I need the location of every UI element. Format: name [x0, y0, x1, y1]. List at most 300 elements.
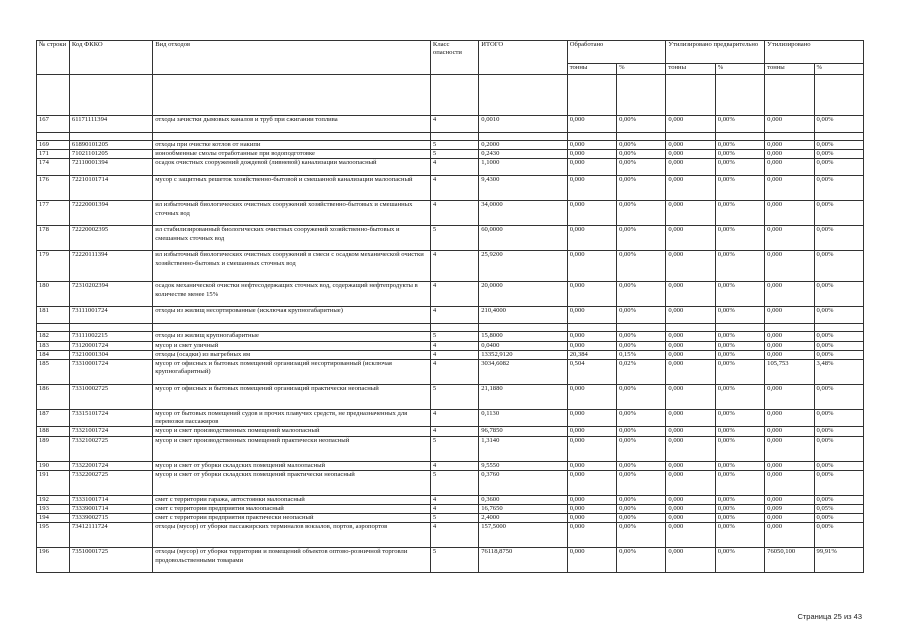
processed-percent-cell: 0,00%	[617, 141, 666, 150]
utilized-pre-tonnes-cell: 0,000	[666, 332, 715, 341]
processed-percent-cell: 0,00%	[617, 385, 666, 410]
fkko-code-cell: 73315101724	[69, 410, 152, 427]
utilized-tonnes-cell: 0,000	[765, 226, 814, 251]
fkko-code-cell: 73339001714	[69, 505, 152, 514]
header-spacer-row	[37, 75, 864, 116]
utilized-pre-tonnes-cell: 0,000	[666, 523, 715, 548]
hazard-class-cell: 4	[430, 251, 478, 282]
utilized-pre-percent-cell: 0,00%	[715, 436, 764, 461]
table-row	[37, 360, 864, 385]
table-row	[37, 385, 864, 410]
utilized-pre-tonnes-cell: 0,000	[666, 427, 715, 436]
utilized-pre-percent-cell: 0,00%	[715, 360, 764, 385]
processed-percent-cell: 0,00%	[617, 116, 666, 133]
fkko-code-cell: 73510001725	[69, 548, 152, 573]
processed-tonnes-cell: 0,000	[567, 505, 616, 514]
subheader-tonnes: тонны	[765, 64, 814, 75]
waste-kind-cell: смет с территории предприятия практически неопасный	[153, 514, 431, 523]
processed-percent-cell: 0,00%	[617, 523, 666, 548]
row-number-cell: 187	[37, 410, 70, 427]
fkko-code-cell: 73310001724	[69, 360, 152, 385]
hazard-class-cell: 4	[430, 176, 478, 201]
total-cell: 157,5000	[479, 523, 567, 548]
utilized-pre-percent-cell: 0,00%	[715, 505, 764, 514]
total-cell: 210,4000	[479, 307, 567, 324]
utilized-percent-cell: 0,00%	[814, 226, 863, 251]
utilized-tonnes-cell: 0,009	[765, 505, 814, 514]
utilized-percent-cell: 99,91%	[814, 548, 863, 573]
row-number-cell: 195	[37, 523, 70, 548]
row-number-cell: 183	[37, 341, 70, 350]
utilized-tonnes-cell: 0,000	[765, 385, 814, 410]
utilized-pre-tonnes-cell: 0,000	[666, 461, 715, 470]
utilized-pre-percent-cell: 0,00%	[715, 307, 764, 324]
utilized-tonnes-cell: 0,000	[765, 461, 814, 470]
utilized-pre-percent-cell: 0,00%	[715, 461, 764, 470]
hazard-class-cell: 4	[430, 282, 478, 307]
row-number-cell: 185	[37, 360, 70, 385]
header-total: ИТОГО	[479, 41, 567, 75]
total-cell: 0,3600	[479, 495, 567, 504]
header-fkko-code: Код ФККО	[69, 41, 152, 75]
utilized-tonnes-cell: 0,000	[765, 251, 814, 282]
utilized-pre-percent-cell: 0,00%	[715, 176, 764, 201]
total-cell: 60,0000	[479, 226, 567, 251]
row-number-cell: 190	[37, 461, 70, 470]
processed-percent-cell: 0,00%	[617, 307, 666, 324]
row-number-cell: 171	[37, 150, 70, 159]
hazard-class-cell: 4	[430, 410, 478, 427]
utilized-pre-percent-cell: 0,00%	[715, 548, 764, 573]
total-cell: 0,1130	[479, 410, 567, 427]
utilized-percent-cell: 0,00%	[814, 282, 863, 307]
utilized-pre-tonnes-cell: 0,000	[666, 150, 715, 159]
row-number-cell: 169	[37, 141, 70, 150]
table-row	[37, 226, 864, 251]
waste-kind-cell: мусор от офисных и бытовых помещений организаций несортированный (исключая крупногабаритный)	[153, 360, 431, 385]
fkko-code-cell: 73111001724	[69, 307, 152, 324]
fkko-code-cell: 73310002725	[69, 385, 152, 410]
total-cell: 16,7650	[479, 505, 567, 514]
hazard-class-cell: 4	[430, 350, 478, 359]
total-cell: 1,1000	[479, 159, 567, 176]
header-processed: Обработано	[567, 41, 666, 64]
utilized-pre-tonnes-cell: 0,000	[666, 159, 715, 176]
utilized-tonnes-cell: 0,000	[765, 159, 814, 176]
fkko-code-cell: 61171111394	[69, 116, 152, 133]
utilized-pre-percent-cell: 0,00%	[715, 350, 764, 359]
row-number-cell: 167	[37, 116, 70, 133]
total-cell: 3034,6082	[479, 360, 567, 385]
row-number-cell: 189	[37, 436, 70, 461]
table-row	[37, 350, 864, 359]
hazard-class-cell: 5	[430, 332, 478, 341]
utilized-tonnes-cell: 105,753	[765, 360, 814, 385]
utilized-percent-cell: 0,00%	[814, 341, 863, 350]
processed-tonnes-cell: 0,000	[567, 282, 616, 307]
processed-tonnes-cell: 20,384	[567, 350, 616, 359]
row-number-cell: 174	[37, 159, 70, 176]
row-number-cell: 177	[37, 201, 70, 226]
utilized-pre-tonnes-cell: 0,000	[666, 307, 715, 324]
utilized-percent-cell: 0,00%	[814, 427, 863, 436]
utilized-pre-tonnes-cell: 0,000	[666, 495, 715, 504]
fkko-code-cell: 73412111724	[69, 523, 152, 548]
processed-percent-cell: 0,00%	[617, 436, 666, 461]
table-row	[37, 159, 864, 176]
processed-tonnes-cell: 0,000	[567, 385, 616, 410]
processed-tonnes-cell: 0,000	[567, 226, 616, 251]
subheader-percent: %	[715, 64, 764, 75]
header-waste-kind: Вид отходов	[153, 41, 431, 75]
fkko-code-cell: 73321001724	[69, 427, 152, 436]
utilized-pre-percent-cell: 0,00%	[715, 201, 764, 226]
processed-percent-cell: 0,00%	[617, 201, 666, 226]
utilized-pre-tonnes-cell: 0,000	[666, 116, 715, 133]
utilized-pre-tonnes-cell: 0,000	[666, 201, 715, 226]
utilized-percent-cell: 3,48%	[814, 360, 863, 385]
processed-tonnes-cell: 0,000	[567, 514, 616, 523]
hazard-class-cell: 5	[430, 385, 478, 410]
processed-percent-cell: 0,00%	[617, 514, 666, 523]
utilized-percent-cell: 0,00%	[814, 251, 863, 282]
row-number-cell: 178	[37, 226, 70, 251]
utilized-pre-percent-cell: 0,00%	[715, 141, 764, 150]
utilized-percent-cell: 0,00%	[814, 470, 863, 495]
processed-tonnes-cell: 0,000	[567, 150, 616, 159]
utilized-pre-percent-cell: 0,00%	[715, 150, 764, 159]
utilized-tonnes-cell: 0,000	[765, 514, 814, 523]
table-row	[37, 427, 864, 436]
header-utilized-pre: Утилизировано предварительно	[666, 41, 765, 64]
total-cell: 34,0000	[479, 201, 567, 226]
waste-table	[36, 40, 864, 573]
table-body	[37, 116, 864, 573]
utilized-pre-tonnes-cell: 0,000	[666, 141, 715, 150]
utilized-percent-cell: 0,00%	[814, 461, 863, 470]
utilized-percent-cell: 0,00%	[814, 141, 863, 150]
total-cell: 13352,9120	[479, 350, 567, 359]
row-number-cell: 186	[37, 385, 70, 410]
processed-tonnes-cell: 0,000	[567, 307, 616, 324]
total-cell: 2,4000	[479, 514, 567, 523]
utilized-tonnes-cell: 0,000	[765, 307, 814, 324]
processed-percent-cell: 0,00%	[617, 251, 666, 282]
utilized-pre-tonnes-cell: 0,000	[666, 251, 715, 282]
total-cell: 9,4300	[479, 176, 567, 201]
utilized-tonnes-cell: 76050,100	[765, 548, 814, 573]
total-cell: 96,7850	[479, 427, 567, 436]
hazard-class-cell: 5	[430, 548, 478, 573]
utilized-percent-cell: 0,00%	[814, 495, 863, 504]
waste-kind-cell: мусор и смет уличный	[153, 341, 431, 350]
utilized-pre-tonnes-cell: 0,000	[666, 410, 715, 427]
subheader-tonnes: тонны	[567, 64, 616, 75]
waste-kind-cell: мусор от офисных и бытовых помещений организаций практически неопасный	[153, 385, 431, 410]
blank-row	[37, 324, 864, 332]
fkko-code-cell: 73111002215	[69, 332, 152, 341]
utilized-percent-cell: 0,00%	[814, 436, 863, 461]
subheader-percent: %	[814, 64, 863, 75]
fkko-code-cell: 72210101714	[69, 176, 152, 201]
table-row	[37, 523, 864, 548]
utilized-pre-tonnes-cell: 0,000	[666, 176, 715, 201]
hazard-class-cell: 4	[430, 116, 478, 133]
utilized-tonnes-cell: 0,000	[765, 436, 814, 461]
processed-tonnes-cell: 0,000	[567, 159, 616, 176]
hazard-class-cell: 5	[430, 514, 478, 523]
waste-kind-cell: мусор и смет производственных помещений практически неопасный	[153, 436, 431, 461]
processed-percent-cell: 0,00%	[617, 226, 666, 251]
utilized-pre-tonnes-cell: 0,000	[666, 350, 715, 359]
processed-tonnes-cell: 0,000	[567, 436, 616, 461]
header-hazard-class: Класс опасности	[430, 41, 478, 75]
utilized-pre-tonnes-cell: 0,000	[666, 282, 715, 307]
header-row-number: № строки	[37, 41, 70, 75]
fkko-code-cell: 73120001724	[69, 341, 152, 350]
subheader-percent: %	[617, 64, 666, 75]
processed-tonnes-cell: 0,000	[567, 201, 616, 226]
utilized-pre-percent-cell: 0,00%	[715, 332, 764, 341]
waste-kind-cell: осадок механической очистки нефтесодержащих сточных вод, содержащий нефтепродукты в количестве менее 15%	[153, 282, 431, 307]
hazard-class-cell: 5	[430, 150, 478, 159]
utilized-percent-cell: 0,00%	[814, 410, 863, 427]
processed-tonnes-cell: 0,000	[567, 470, 616, 495]
total-cell: 20,0000	[479, 282, 567, 307]
processed-tonnes-cell: 0,000	[567, 548, 616, 573]
waste-kind-cell: отходы (осадки) из выгребных ям	[153, 350, 431, 359]
processed-percent-cell: 0,00%	[617, 470, 666, 495]
processed-percent-cell: 0,00%	[617, 341, 666, 350]
processed-percent-cell: 0,02%	[617, 360, 666, 385]
table-row	[37, 201, 864, 226]
waste-kind-cell: ил избыточный биологических очистных сооружений хозяйственно-бытовых и смешанных сточных вод	[153, 201, 431, 226]
processed-tonnes-cell: 0,000	[567, 116, 616, 133]
waste-kind-cell: отходы из жилищ крупногабаритные	[153, 332, 431, 341]
processed-percent-cell: 0,00%	[617, 495, 666, 504]
processed-tonnes-cell: 0,000	[567, 410, 616, 427]
utilized-tonnes-cell: 0,000	[765, 410, 814, 427]
table-row	[37, 282, 864, 307]
utilized-pre-percent-cell: 0,00%	[715, 282, 764, 307]
total-cell: 0,2000	[479, 141, 567, 150]
processed-tonnes-cell: 0,504	[567, 360, 616, 385]
waste-kind-cell: осадок очистных сооружений дождевой (ливневой) канализации малоопасный	[153, 159, 431, 176]
utilized-tonnes-cell: 0,000	[765, 141, 814, 150]
hazard-class-cell: 4	[430, 159, 478, 176]
table-row	[37, 141, 864, 150]
waste-kind-cell: мусор от бытовых помещений судов и прочих плавучих средств, не предназначенных для перевозки пассажиров	[153, 410, 431, 427]
utilized-pre-percent-cell: 0,00%	[715, 385, 764, 410]
hazard-class-cell: 5	[430, 226, 478, 251]
hazard-class-cell: 4	[430, 523, 478, 548]
utilized-pre-percent-cell: 0,00%	[715, 523, 764, 548]
row-number-cell: 184	[37, 350, 70, 359]
utilized-percent-cell: 0,00%	[814, 523, 863, 548]
utilized-pre-percent-cell: 0,00%	[715, 495, 764, 504]
table-row	[37, 505, 864, 514]
utilized-pre-tonnes-cell: 0,000	[666, 360, 715, 385]
table-row	[37, 436, 864, 461]
processed-percent-cell: 0,00%	[617, 282, 666, 307]
row-number-cell: 176	[37, 176, 70, 201]
waste-kind-cell: смет с территории предприятия малоопасный	[153, 505, 431, 514]
total-cell: 25,9200	[479, 251, 567, 282]
processed-tonnes-cell: 0,000	[567, 332, 616, 341]
table-row	[37, 251, 864, 282]
waste-kind-cell: отходы при очистке котлов от накипи	[153, 141, 431, 150]
processed-tonnes-cell: 0,000	[567, 251, 616, 282]
table-row	[37, 332, 864, 341]
page-number: Страница 25 из 43	[797, 612, 862, 621]
waste-kind-cell: мусор и смет от уборки складских помещений практически неопасный	[153, 470, 431, 495]
row-number-cell: 191	[37, 470, 70, 495]
utilized-percent-cell: 0,00%	[814, 150, 863, 159]
processed-tonnes-cell: 0,000	[567, 495, 616, 504]
table-row	[37, 176, 864, 201]
hazard-class-cell: 5	[430, 141, 478, 150]
utilized-pre-tonnes-cell: 0,000	[666, 514, 715, 523]
hazard-class-cell: 4	[430, 427, 478, 436]
utilized-pre-percent-cell: 0,00%	[715, 410, 764, 427]
utilized-tonnes-cell: 0,000	[765, 427, 814, 436]
total-cell: 0,3760	[479, 470, 567, 495]
utilized-tonnes-cell: 0,000	[765, 201, 814, 226]
utilized-pre-percent-cell: 0,00%	[715, 427, 764, 436]
utilized-pre-tonnes-cell: 0,000	[666, 548, 715, 573]
table-row	[37, 150, 864, 159]
utilized-tonnes-cell: 0,000	[765, 176, 814, 201]
processed-percent-cell: 0,00%	[617, 150, 666, 159]
fkko-code-cell: 61890101205	[69, 141, 152, 150]
processed-percent-cell: 0,15%	[617, 350, 666, 359]
utilized-percent-cell: 0,00%	[814, 307, 863, 324]
utilized-pre-percent-cell: 0,00%	[715, 341, 764, 350]
waste-kind-cell: ил избыточный биологических очистных сооружений в смеси с осадком механической очистки хозяйственно-бытовых и смешанных сточных вод	[153, 251, 431, 282]
fkko-code-cell: 73322002725	[69, 470, 152, 495]
utilized-percent-cell: 0,00%	[814, 116, 863, 133]
utilized-pre-tonnes-cell: 0,000	[666, 385, 715, 410]
processed-tonnes-cell: 0,000	[567, 176, 616, 201]
utilized-pre-percent-cell: 0,00%	[715, 116, 764, 133]
utilized-tonnes-cell: 0,000	[765, 116, 814, 133]
utilized-percent-cell: 0,00%	[814, 385, 863, 410]
processed-tonnes-cell: 0,000	[567, 341, 616, 350]
row-number-cell: 188	[37, 427, 70, 436]
fkko-code-cell: 73321002725	[69, 436, 152, 461]
hazard-class-cell: 5	[430, 470, 478, 495]
hazard-class-cell: 4	[430, 461, 478, 470]
hazard-class-cell: 4	[430, 495, 478, 504]
utilized-pre-tonnes-cell: 0,000	[666, 470, 715, 495]
waste-kind-cell: мусор и смет от уборки складских помещений малоопасный	[153, 461, 431, 470]
processed-percent-cell: 0,00%	[617, 159, 666, 176]
utilized-tonnes-cell: 0,000	[765, 495, 814, 504]
total-cell: 0,0010	[479, 116, 567, 133]
hazard-class-cell: 4	[430, 341, 478, 350]
utilized-pre-tonnes-cell: 0,000	[666, 341, 715, 350]
table-row	[37, 341, 864, 350]
waste-kind-cell: отходы (мусор) от уборки территории и помещений объектов оптово-розничной торговли продовольственными товарами	[153, 548, 431, 573]
row-number-cell: 196	[37, 548, 70, 573]
subheader-tonnes: тонны	[666, 64, 715, 75]
utilized-percent-cell: 0,00%	[814, 201, 863, 226]
row-number-cell: 192	[37, 495, 70, 504]
utilized-tonnes-cell: 0,000	[765, 332, 814, 341]
fkko-code-cell: 72220001394	[69, 201, 152, 226]
fkko-code-cell: 72110001394	[69, 159, 152, 176]
total-cell: 21,1880	[479, 385, 567, 410]
fkko-code-cell: 72220111394	[69, 251, 152, 282]
utilized-pre-percent-cell: 0,00%	[715, 514, 764, 523]
table-row	[37, 495, 864, 504]
processed-tonnes-cell: 0,000	[567, 427, 616, 436]
utilized-tonnes-cell: 0,000	[765, 341, 814, 350]
waste-kind-cell: отходы зачистки дымовых каналов и труб при сжигании топлива	[153, 116, 431, 133]
utilized-percent-cell: 0,00%	[814, 176, 863, 201]
utilized-tonnes-cell: 0,000	[765, 150, 814, 159]
fkko-code-cell: 72310202394	[69, 282, 152, 307]
processed-percent-cell: 0,00%	[617, 548, 666, 573]
waste-kind-cell: мусор с защитных решеток хозяйственно-бытовой и смешанной канализации малоопасный	[153, 176, 431, 201]
processed-percent-cell: 0,00%	[617, 427, 666, 436]
hazard-class-cell: 5	[430, 436, 478, 461]
utilized-pre-tonnes-cell: 0,000	[666, 505, 715, 514]
table-row	[37, 514, 864, 523]
utilized-tonnes-cell: 0,000	[765, 282, 814, 307]
waste-kind-cell: ионообменные смолы отработанные при водоподготовке	[153, 150, 431, 159]
fkko-code-cell: 73322001724	[69, 461, 152, 470]
utilized-pre-percent-cell: 0,00%	[715, 226, 764, 251]
utilized-percent-cell: 0,00%	[814, 350, 863, 359]
row-number-cell: 182	[37, 332, 70, 341]
utilized-pre-tonnes-cell: 0,000	[666, 436, 715, 461]
utilized-pre-percent-cell: 0,00%	[715, 159, 764, 176]
utilized-percent-cell: 0,05%	[814, 505, 863, 514]
fkko-code-cell: 73210001304	[69, 350, 152, 359]
processed-tonnes-cell: 0,000	[567, 141, 616, 150]
row-number-cell: 181	[37, 307, 70, 324]
table-row	[37, 461, 864, 470]
header-utilized: Утилизировано	[765, 41, 864, 64]
utilized-pre-percent-cell: 0,00%	[715, 251, 764, 282]
row-number-cell: 193	[37, 505, 70, 514]
table-row	[37, 116, 864, 133]
table-row	[37, 410, 864, 427]
total-cell: 1,3140	[479, 436, 567, 461]
table-row	[37, 548, 864, 573]
row-number-cell: 194	[37, 514, 70, 523]
utilized-tonnes-cell: 0,000	[765, 350, 814, 359]
utilized-tonnes-cell: 0,000	[765, 470, 814, 495]
utilized-percent-cell: 0,00%	[814, 514, 863, 523]
total-cell: 76118,8750	[479, 548, 567, 573]
total-cell: 0,0400	[479, 341, 567, 350]
table-row	[37, 470, 864, 495]
utilized-pre-percent-cell: 0,00%	[715, 470, 764, 495]
total-cell: 0,2430	[479, 150, 567, 159]
row-number-cell: 179	[37, 251, 70, 282]
hazard-class-cell: 4	[430, 360, 478, 385]
fkko-code-cell: 72220002395	[69, 226, 152, 251]
processed-percent-cell: 0,00%	[617, 461, 666, 470]
processed-percent-cell: 0,00%	[617, 505, 666, 514]
fkko-code-cell: 73331001714	[69, 495, 152, 504]
fkko-code-cell: 71021101205	[69, 150, 152, 159]
waste-kind-cell: отходы из жилищ несортированные (исключая крупногабаритные)	[153, 307, 431, 324]
waste-kind-cell: смет с территории гаража, автостоянки малоопасный	[153, 495, 431, 504]
table-row	[37, 307, 864, 324]
